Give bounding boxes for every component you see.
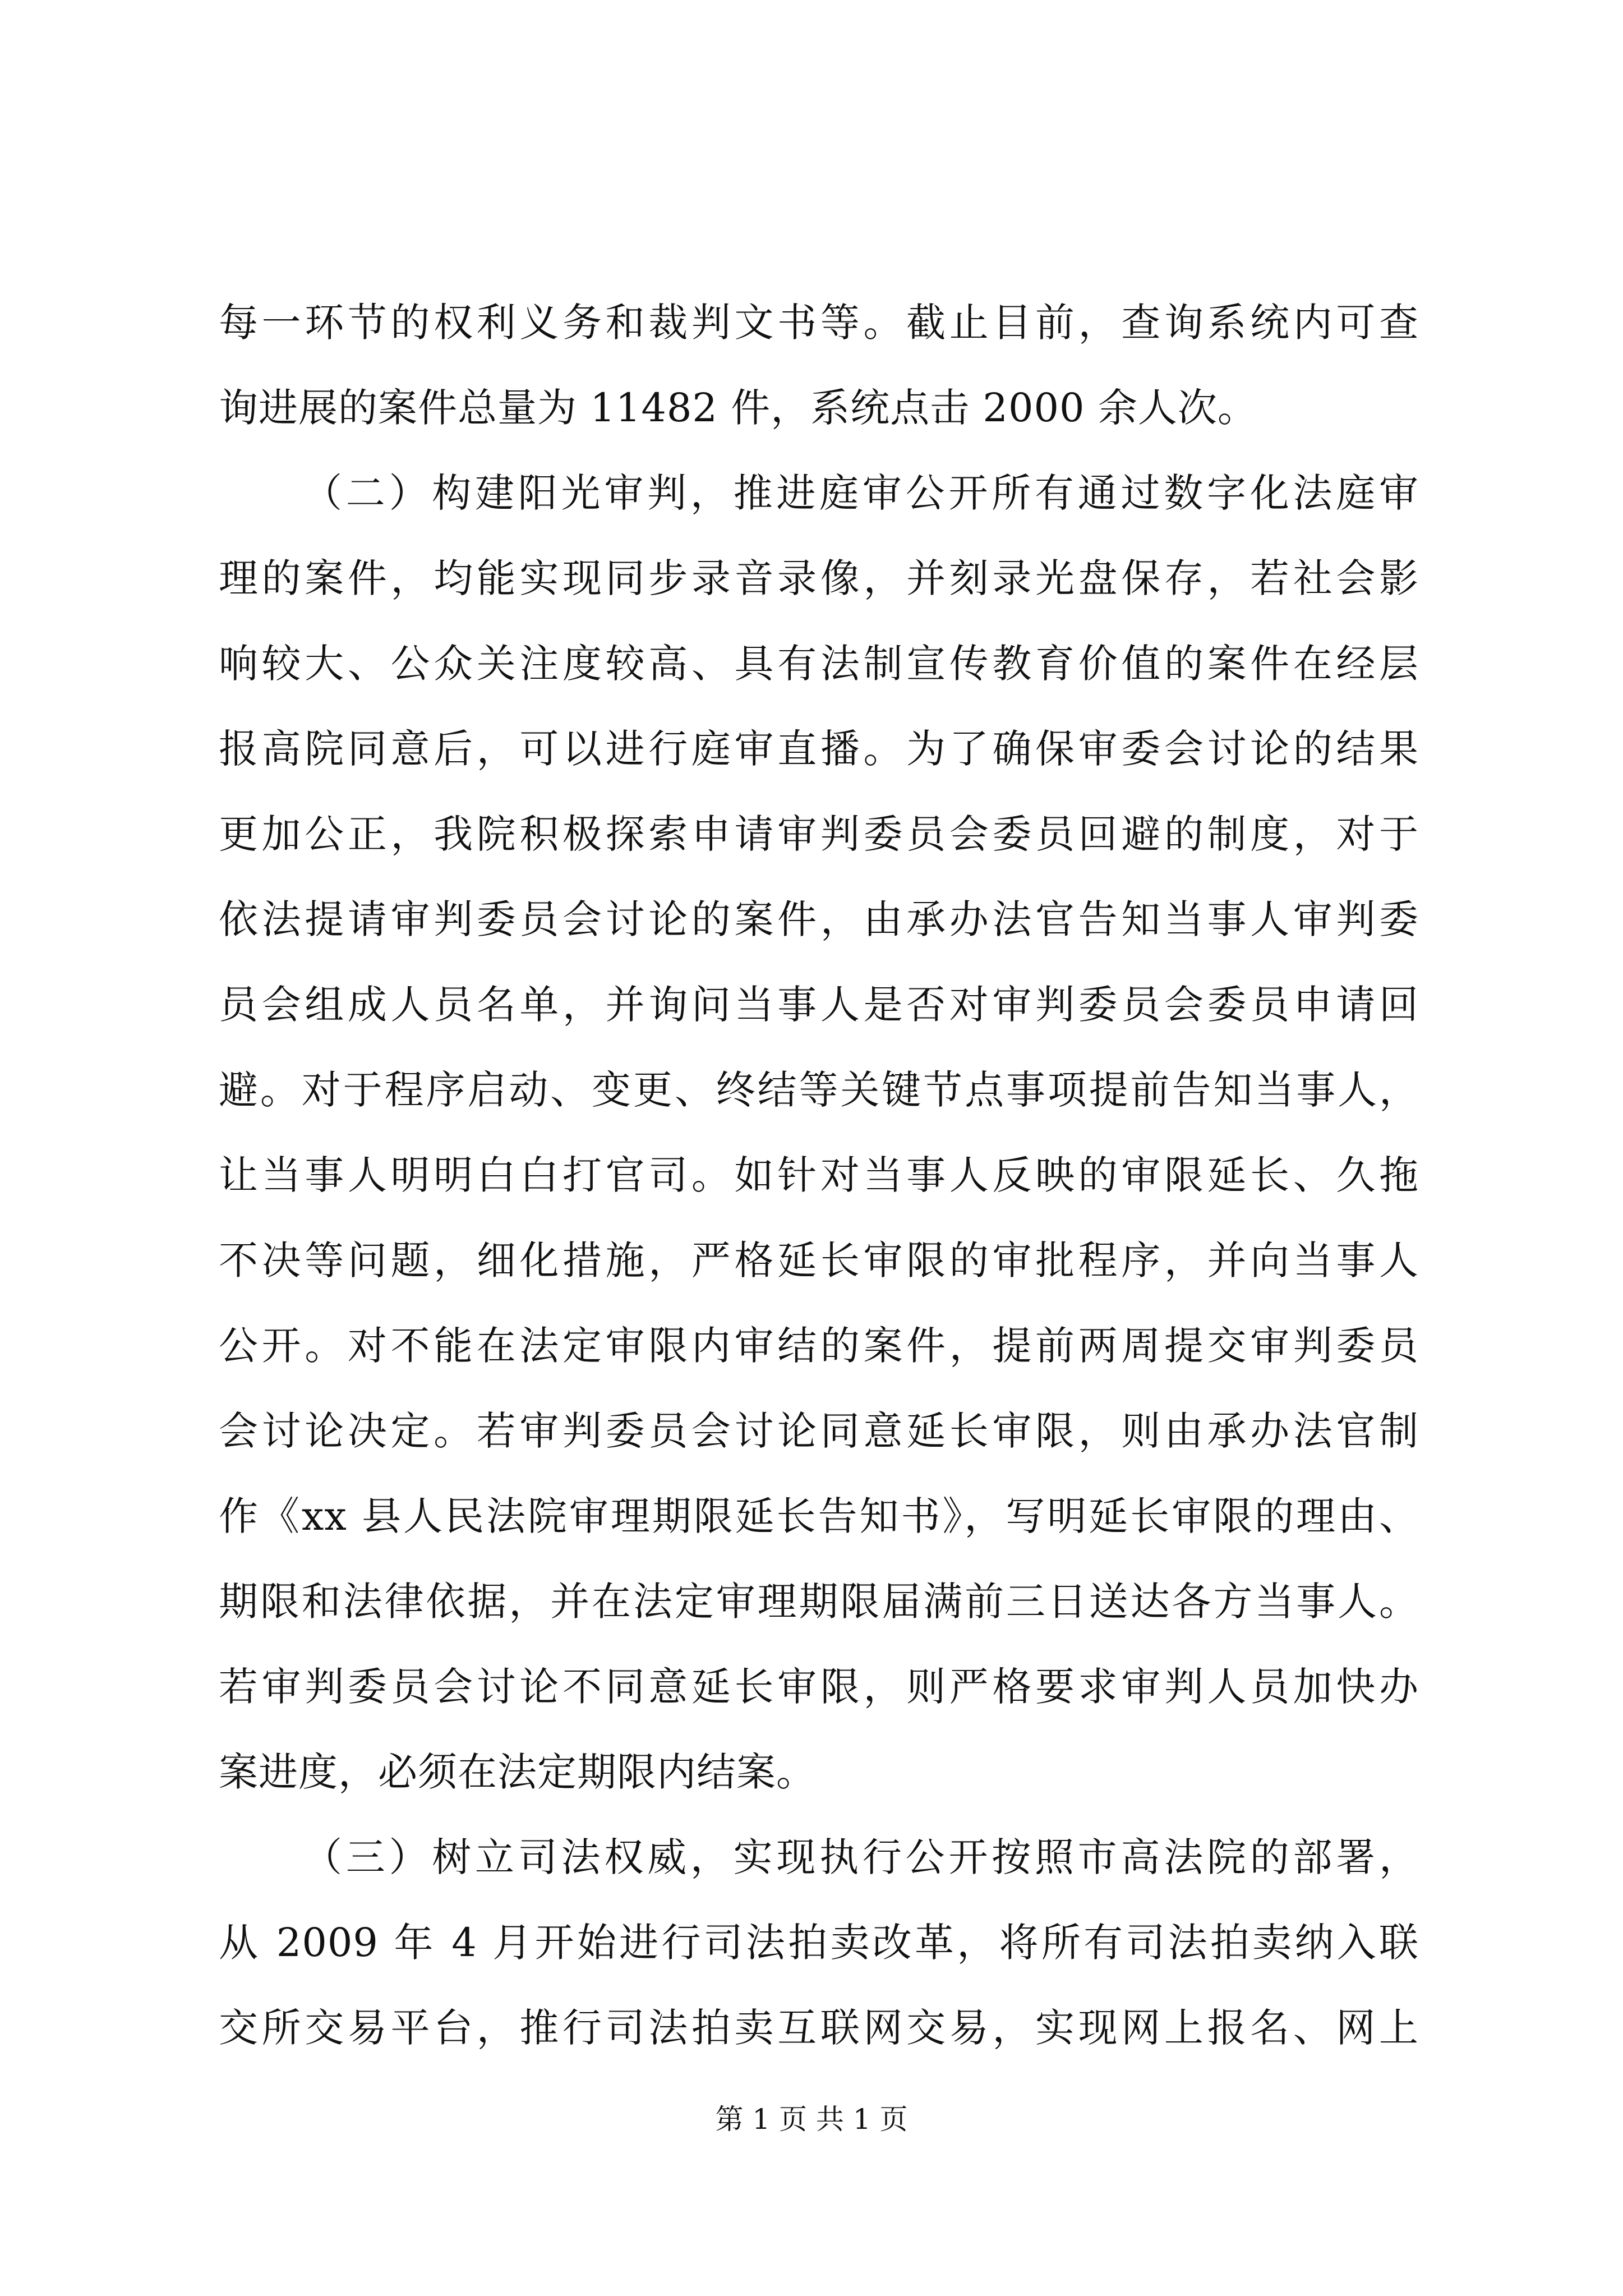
paragraph-line: 会讨论决定。若审判委员会讨论同意延长审限，则由承办法官制 <box>219 1408 1419 1454</box>
paragraph-line: 案进度，必须在法定期限内结案。 <box>219 1749 816 1795</box>
paragraph-line: 响较大、公众关注度较高、具有法制宣传教育价值的案件在经层 <box>219 641 1419 687</box>
paragraph-line: 询进展的案件总量为 11482 件，系统点击 2000 余人次。 <box>219 385 1257 431</box>
paragraph-line: 从 2009 年 4 月开始进行司法拍卖改革，将所有司法拍卖纳入联 <box>219 1920 1419 1966</box>
paragraph-line: （三）树立司法权威，实现执行公开按照市高法院的部署， <box>303 1834 1419 1880</box>
paragraph-line: 让当事人明明白白打官司。如针对当事人反映的审限延长、久拖 <box>219 1152 1419 1198</box>
paragraph-line: 理的案件，均能实现同步录音录像，并刻录光盘保存，若社会影 <box>219 555 1419 601</box>
paragraph-line: 依法提请审判委员会讨论的案件，由承办法官告知当事人审判委 <box>219 896 1419 942</box>
paragraph-line: 更加公正，我院积极探索申请审判委员会委员回避的制度，对于 <box>219 811 1419 857</box>
paragraph-line: 不决等问题，细化措施，严格延长审限的审批程序，并向当事人 <box>219 1237 1419 1283</box>
paragraph-line: 每一环节的权利义务和裁判文书等。截止目前，查询系统内可查 <box>219 300 1419 346</box>
paragraph-line: （二）构建阳光审判，推进庭审公开所有通过数字化法庭审 <box>303 470 1419 516</box>
page-footer: 第 1 页 共 1 页 <box>715 2103 908 2136</box>
paragraph-line: 若审判委员会讨论不同意延长审限，则严格要求审判人员加快办 <box>219 1664 1419 1710</box>
paragraph-line: 报高院同意后，可以进行庭审直播。为了确保审委会讨论的结果 <box>219 726 1419 772</box>
paragraph-line: 员会组成人员名单，并询问当事人是否对审判委员会委员申请回 <box>219 982 1419 1028</box>
paragraph-line: 作《xx 县人民法院审理期限延长告知书》，写明延长审限的理由、 <box>219 1493 1419 1539</box>
paragraph-line: 避。对于程序启动、变更、终结等关键节点事项提前告知当事人， <box>219 1067 1419 1113</box>
paragraph-line: 期限和法律依据，并在法定审理期限届满前三日送达各方当事人。 <box>219 1579 1419 1625</box>
paragraph-line: 公开。对不能在法定审限内审结的案件，提前两周提交审判委员 <box>219 1323 1419 1369</box>
paragraph-line: 交所交易平台，推行司法拍卖互联网交易，实现网上报名、网上 <box>219 2005 1419 2051</box>
